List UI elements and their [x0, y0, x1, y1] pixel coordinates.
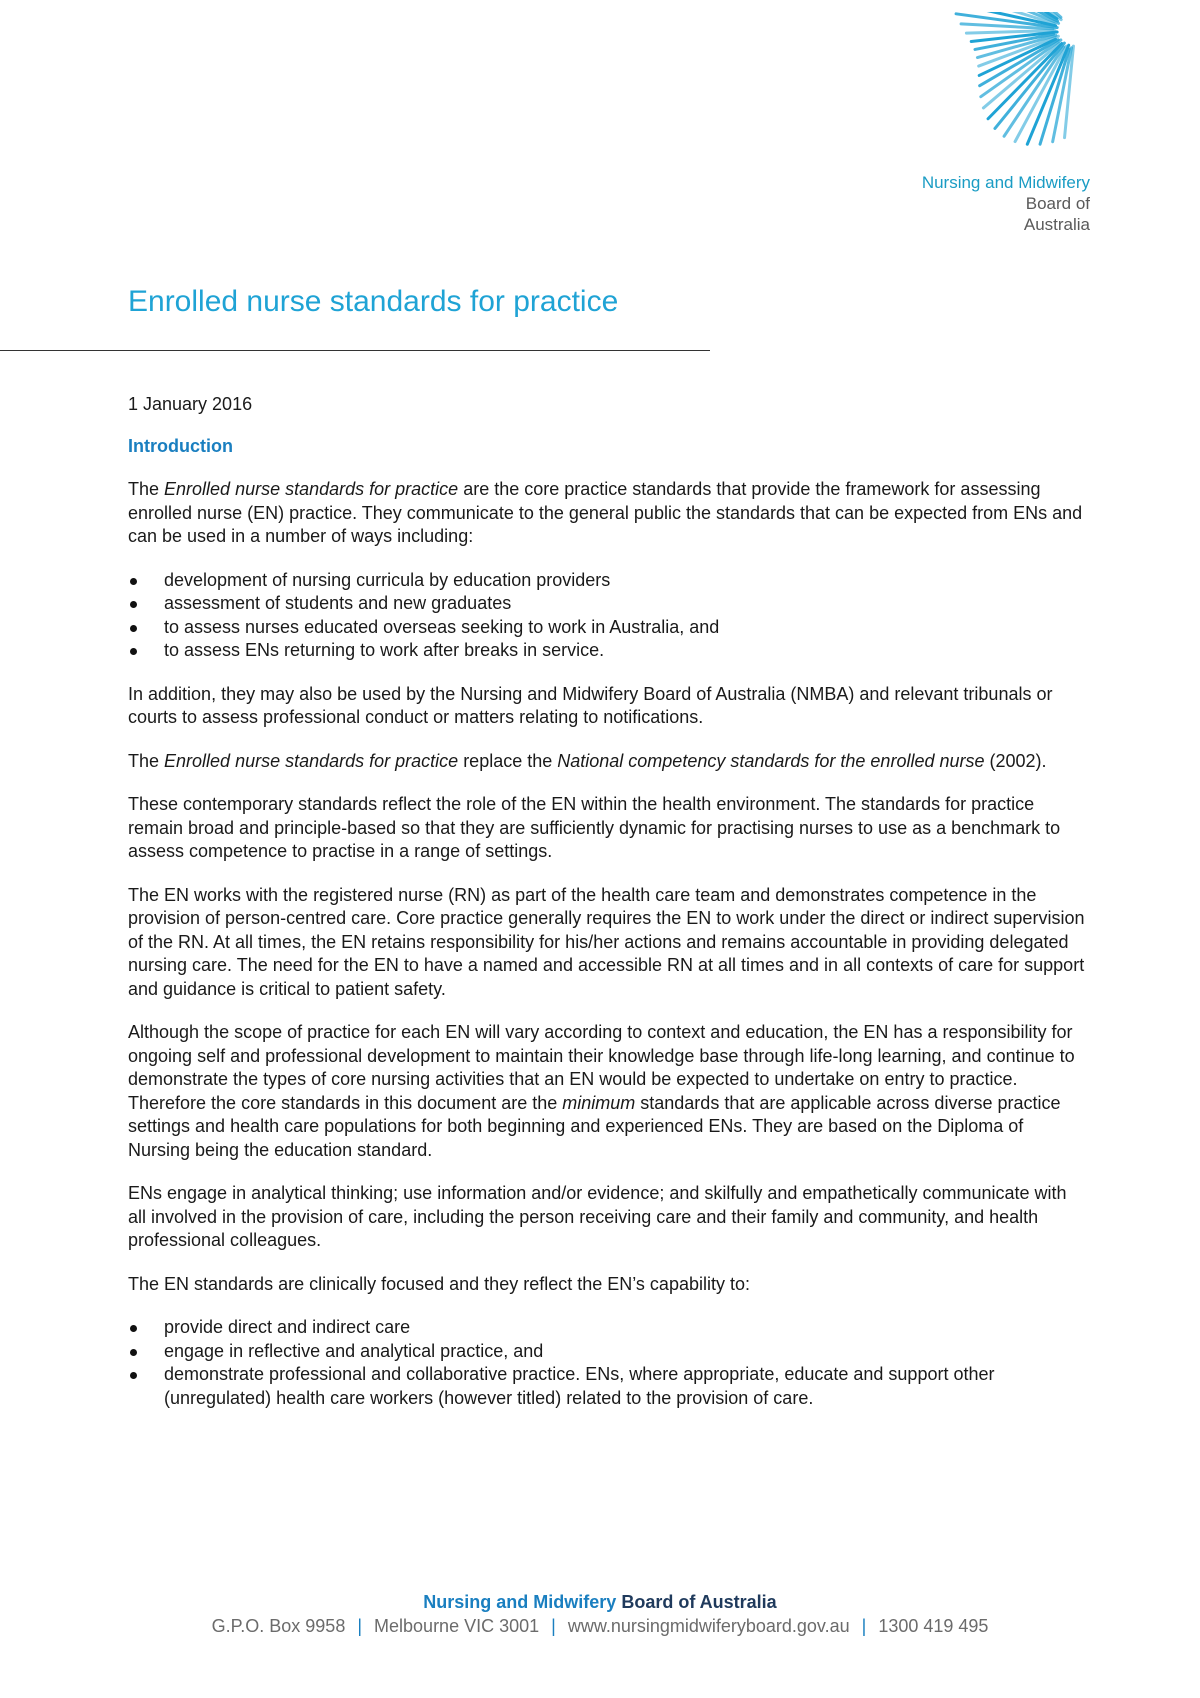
paragraph-5: The EN works with the registered nurse (RN) as part of the health care team and demonstrates competence in the provision of person-centred care. Core practice generally requires the EN to work under the direct or indirect supervision of the RN. At all times, the EN retains responsibility for his/her actions and remains accountable in providing delegated nursing care. The need for the EN to have a named and accessible RN at all times and in all contexts of care for support and guidance is critical to patient safety.: [128, 884, 1085, 999]
nmba-logo: [880, 12, 1190, 232]
footer-city: Melbourne VIC 3001: [374, 1616, 540, 1636]
paragraph-1: The Enrolled nurse standards for practice are the core practice standards that provide the framework for assessing enrolled nurse (EN) practice. They communicate to the general public the standards that can be expected from ENs and can be used in a number of ways including:: [128, 479, 1083, 546]
footer-separator: |: [861, 1616, 867, 1636]
paragraph-2: In addition, they may also be used by the Nursing and Midwifery Board of Australia (NMBA) and relevant tribunals or courts to assess professional conduct or matters relating to notifications.: [128, 683, 1053, 727]
page-title: Enrolled nurse standards for practice: [128, 285, 619, 318]
paragraph-7: ENs engage in analytical thinking; use information and/or evidence; and skilfully and empathetically communicate with all involved in the provision of care, including the person receiving care and their family and community, and health professional colleagues.: [128, 1183, 1067, 1250]
document-date: 1 January 2016: [128, 394, 253, 414]
paragraph-4: These contemporary standards reflect the role of the EN within the health environment. The standards for practice remain broad and principle-based so that they are sufficiently dynamic for practising nurses to use as a benchmark to assess competence to practise in a range of settings.: [128, 794, 1061, 861]
list-item: demonstrate professional and collaborative practice. ENs, where appropriate, educate and support other (unregulated) health care workers (however titled) related to the provision of care.: [128, 1363, 1088, 1410]
logo-text: [922, 172, 1090, 235]
bullet-list-uses: [128, 569, 1088, 663]
logo-line-2: Board of: [1025, 194, 1090, 213]
paragraph-3: The Enrolled nurse standards for practice replace the National competency standards for the enrolled nurse (2002).: [128, 750, 1047, 771]
list-item: to assess ENs returning to work after breaks in service.: [128, 639, 1088, 663]
document-body: [128, 393, 1088, 1430]
bullet-list-capabilities: [128, 1316, 1088, 1410]
list-item: to assess nurses educated overseas seeking to work in Australia, and: [128, 616, 1088, 640]
paragraph-8: The EN standards are clinically focused and they reflect the EN’s capability to:: [128, 1273, 750, 1294]
paragraph-6: Although the scope of practice for each EN will vary according to context and education, the EN has a responsibility for ongoing self and professional development to maintain their knowledge base through life-long learning, and continue to demonstrate the types of core nursing activities that an EN would be expected to undertake on entry to practice. Therefore the core standards in this document are the minimum standards that are applicable across diverse practice settings and health care populations for both beginning and experienced ENs. They are based on the Diploma of Nursing being the education standard.: [128, 1022, 1075, 1160]
nmba-fan-logo-icon: [950, 12, 1150, 172]
list-item: provide direct and indirect care: [128, 1316, 1088, 1340]
list-item: assessment of students and new graduates: [128, 592, 1088, 616]
section-heading-introduction: Introduction: [128, 435, 233, 456]
footer-website-link[interactable]: www.nursingmidwiferyboard.gov.au: [567, 1616, 850, 1636]
list-item: development of nursing curricula by education providers: [128, 569, 1088, 593]
footer-phone: 1300 419 495: [878, 1616, 989, 1636]
list-item: engage in reflective and analytical practice, and: [128, 1340, 1088, 1364]
footer-po-box: G.P.O. Box 9958: [211, 1616, 346, 1636]
title-divider: [0, 350, 710, 351]
footer-separator: |: [357, 1616, 363, 1636]
footer-organisation: Nursing and Midwifery Board of Australia: [423, 1592, 777, 1612]
logo-line-1: Nursing and Midwifery: [921, 173, 1090, 192]
logo-line-3: Australia: [1023, 215, 1090, 234]
footer-contact: [0, 1616, 1200, 1637]
page-footer: [0, 1592, 1200, 1637]
footer-separator: |: [551, 1616, 556, 1636]
